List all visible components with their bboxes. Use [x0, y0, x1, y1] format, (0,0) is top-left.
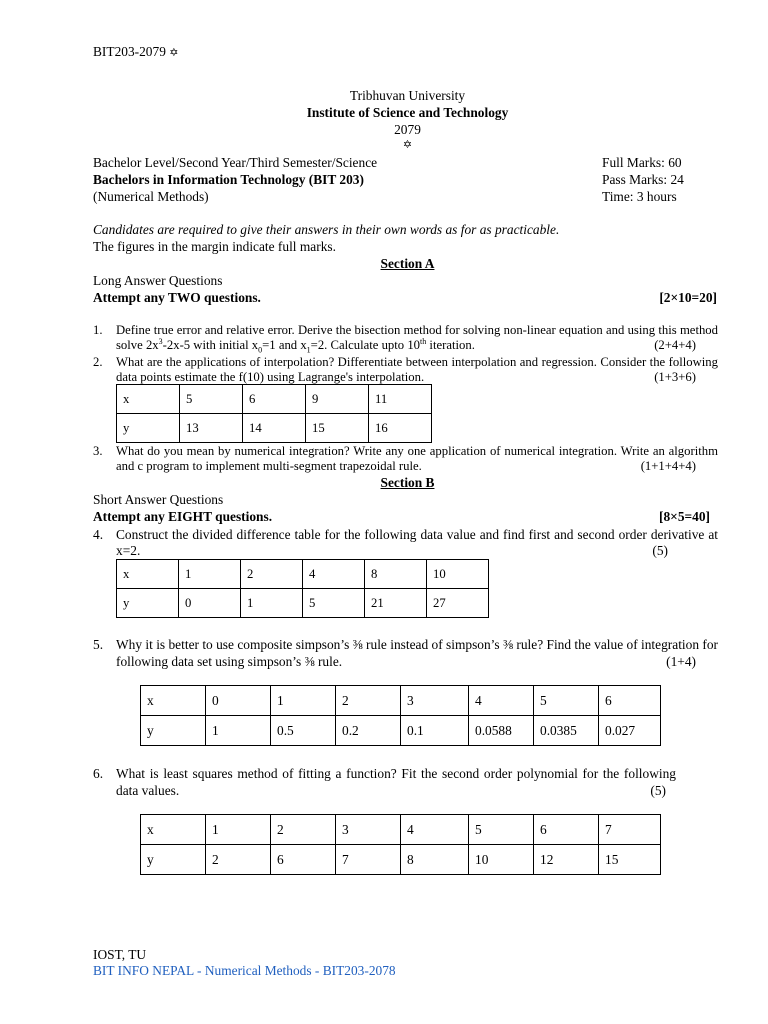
- q1-subscript: 1: [306, 345, 311, 355]
- table-cell: 1: [241, 589, 303, 618]
- table-cell: 3: [401, 686, 469, 716]
- q1-superscript: th: [420, 336, 427, 346]
- star-icon: ✡: [169, 46, 179, 59]
- table-cell: 11: [369, 385, 432, 414]
- question-1: [93, 323, 718, 353]
- question-marks: (5): [650, 783, 666, 798]
- table-cell: 7: [599, 815, 661, 845]
- section-a-subtitle: Long Answer Questions: [93, 273, 223, 288]
- question-3: [93, 444, 718, 474]
- q1-subscript: 0: [258, 345, 263, 355]
- section-b-marks: [8×5=40]: [659, 509, 710, 524]
- question-6: [93, 765, 718, 799]
- table-cell: 8: [401, 845, 469, 875]
- table-cell: 16: [369, 414, 432, 443]
- table-cell: 2: [271, 815, 336, 845]
- section-b-title: Section B: [380, 475, 435, 490]
- section-b-subtitle: Short Answer Questions: [93, 492, 224, 507]
- question-text: Construct the divided difference table for the following data value and find first and second order derivative at x=2.: [116, 527, 718, 558]
- section-a-attempt: Attempt any TWO questions.: [93, 290, 261, 305]
- section-b-attempt: Attempt any EIGHT questions.: [93, 509, 273, 524]
- table-cell: 27: [427, 589, 489, 618]
- instruction-line: Candidates are required to give their answers in their own words as for as practicable.: [93, 222, 560, 237]
- exam-year: 2079: [394, 122, 421, 137]
- q1-text-part: -2x-5 with initial x: [162, 338, 259, 352]
- q1-text-part: =2. Calculate upto 10: [310, 338, 421, 352]
- q1-text-part: iteration.: [426, 338, 475, 352]
- table-cell: 5: [534, 686, 599, 716]
- table-cell: y: [141, 716, 206, 746]
- table-cell: 6: [534, 815, 599, 845]
- table-cell: 4: [469, 686, 534, 716]
- table-cell: 0.0385: [534, 716, 599, 746]
- question-marks: (1+4): [666, 654, 696, 669]
- level-line: Bachelor Level/Second Year/Third Semester/Science: [93, 155, 378, 170]
- question-marks: (1+3+6): [654, 370, 696, 384]
- data-table-q6: [140, 814, 661, 875]
- table-cell: 14: [243, 414, 306, 443]
- question-number: 4.: [93, 527, 104, 542]
- q1-superscript: 3: [158, 336, 163, 346]
- table-cell: 2: [206, 845, 271, 875]
- time-allowed: Time: 3 hours: [602, 189, 677, 204]
- table-cell: 15: [599, 845, 661, 875]
- question-number: 6.: [93, 766, 104, 781]
- university-name: Tribhuvan University: [349, 88, 466, 103]
- question-marks: (2+4+4): [654, 338, 696, 352]
- table-cell: 1: [179, 560, 241, 589]
- footer-source-link[interactable]: BIT INFO NEPAL - Numerical Methods - BIT203-2078: [93, 963, 396, 978]
- table-cell: 0.027: [599, 716, 661, 746]
- question-2: [93, 355, 718, 385]
- table-row: [117, 589, 489, 618]
- table-row: [141, 845, 661, 875]
- table-cell: y: [117, 589, 179, 618]
- table-cell: 12: [534, 845, 599, 875]
- section-a-title: Section A: [380, 256, 435, 271]
- table-cell: 5: [180, 385, 243, 414]
- q1-text-part: =1 and x: [262, 338, 307, 352]
- table-cell: 5: [469, 815, 534, 845]
- table-cell: 2: [241, 560, 303, 589]
- header-code-text: BIT203-2079: [93, 44, 166, 59]
- table-cell: x: [117, 560, 179, 589]
- question-4: [93, 527, 718, 559]
- data-table-q2: [116, 384, 432, 443]
- table-cell: x: [141, 686, 206, 716]
- instruction-line: The figures in the margin indicate full marks.: [93, 239, 336, 254]
- question-number: 1.: [93, 323, 103, 337]
- table-cell: 3: [336, 815, 401, 845]
- table-row: [141, 686, 661, 716]
- table-cell: 5: [303, 589, 365, 618]
- section-a-marks: [2×10=20]: [659, 290, 717, 305]
- table-cell: 7: [336, 845, 401, 875]
- table-cell: 0.0588: [469, 716, 534, 746]
- table-cell: 6: [243, 385, 306, 414]
- table-cell: 1: [206, 815, 271, 845]
- question-number: 2.: [93, 355, 103, 369]
- table-cell: 21: [365, 589, 427, 618]
- full-marks: Full Marks: 60: [602, 155, 682, 170]
- table-cell: 4: [303, 560, 365, 589]
- data-table-q5: [140, 685, 661, 746]
- institute-name: Institute of Science and Technology: [306, 105, 509, 120]
- question-text: Why it is better to use composite simpson’s ⅜ rule instead of simpson’s ⅜ rule? Find the value of integration for following data set using simpson’s ⅜ rule.: [116, 637, 718, 669]
- table-cell: 0.2: [336, 716, 401, 746]
- question-number: 3.: [93, 444, 103, 458]
- table-cell: 8: [365, 560, 427, 589]
- subject-line: (Numerical Methods): [93, 189, 209, 204]
- table-cell: 0.5: [271, 716, 336, 746]
- table-cell: 9: [306, 385, 369, 414]
- question-5: [93, 636, 718, 670]
- table-row: [141, 815, 661, 845]
- question-marks: (5): [652, 543, 668, 558]
- question-text: What is least squares method of fitting a function? Fit the second order polynomial for the following data values.: [116, 766, 676, 798]
- table-cell: 2: [336, 686, 401, 716]
- table-cell: 0.1: [401, 716, 469, 746]
- star-icon: ✡: [402, 138, 413, 151]
- table-cell: x: [117, 385, 180, 414]
- question-marks: (1+1+4+4): [640, 459, 696, 473]
- table-cell: x: [141, 815, 206, 845]
- table-cell: y: [141, 845, 206, 875]
- table-row: [117, 414, 432, 443]
- table-cell: 4: [401, 815, 469, 845]
- table-cell: 15: [306, 414, 369, 443]
- table-cell: 6: [599, 686, 661, 716]
- footer-institution: IOST, TU: [93, 947, 147, 962]
- table-cell: 10: [427, 560, 489, 589]
- table-cell: 0: [206, 686, 271, 716]
- question-text: What are the applications of interpolation? Differentiate between interpolation and regression. Consider the following data points estimate the f(10) using Lagrange's interpolation.: [116, 355, 718, 384]
- table-cell: 6: [271, 845, 336, 875]
- question-number: 5.: [93, 637, 104, 652]
- question-text: What do you mean by numerical integration? Write any one application of numerical integration. Write an algorithm and c program to implement multi-segment trapezoidal rule.: [116, 444, 718, 473]
- table-row: [117, 385, 432, 414]
- table-cell: 10: [469, 845, 534, 875]
- table-cell: 13: [180, 414, 243, 443]
- table-row: [117, 560, 489, 589]
- header-code: [93, 44, 178, 60]
- question-text: [116, 323, 718, 353]
- table-cell: y: [117, 414, 180, 443]
- table-cell: 1: [271, 686, 336, 716]
- q1-text-part: Define true error and relative error. Derive the bisection method for solving non-linear equation and using this method solve 2x: [116, 323, 718, 352]
- pass-marks: Pass Marks: 24: [602, 172, 684, 187]
- table-cell: 1: [206, 716, 271, 746]
- table-row: [141, 716, 661, 746]
- table-cell: 0: [179, 589, 241, 618]
- data-table-q4: [116, 559, 489, 618]
- program-line: Bachelors in Information Technology (BIT 203): [93, 172, 364, 187]
